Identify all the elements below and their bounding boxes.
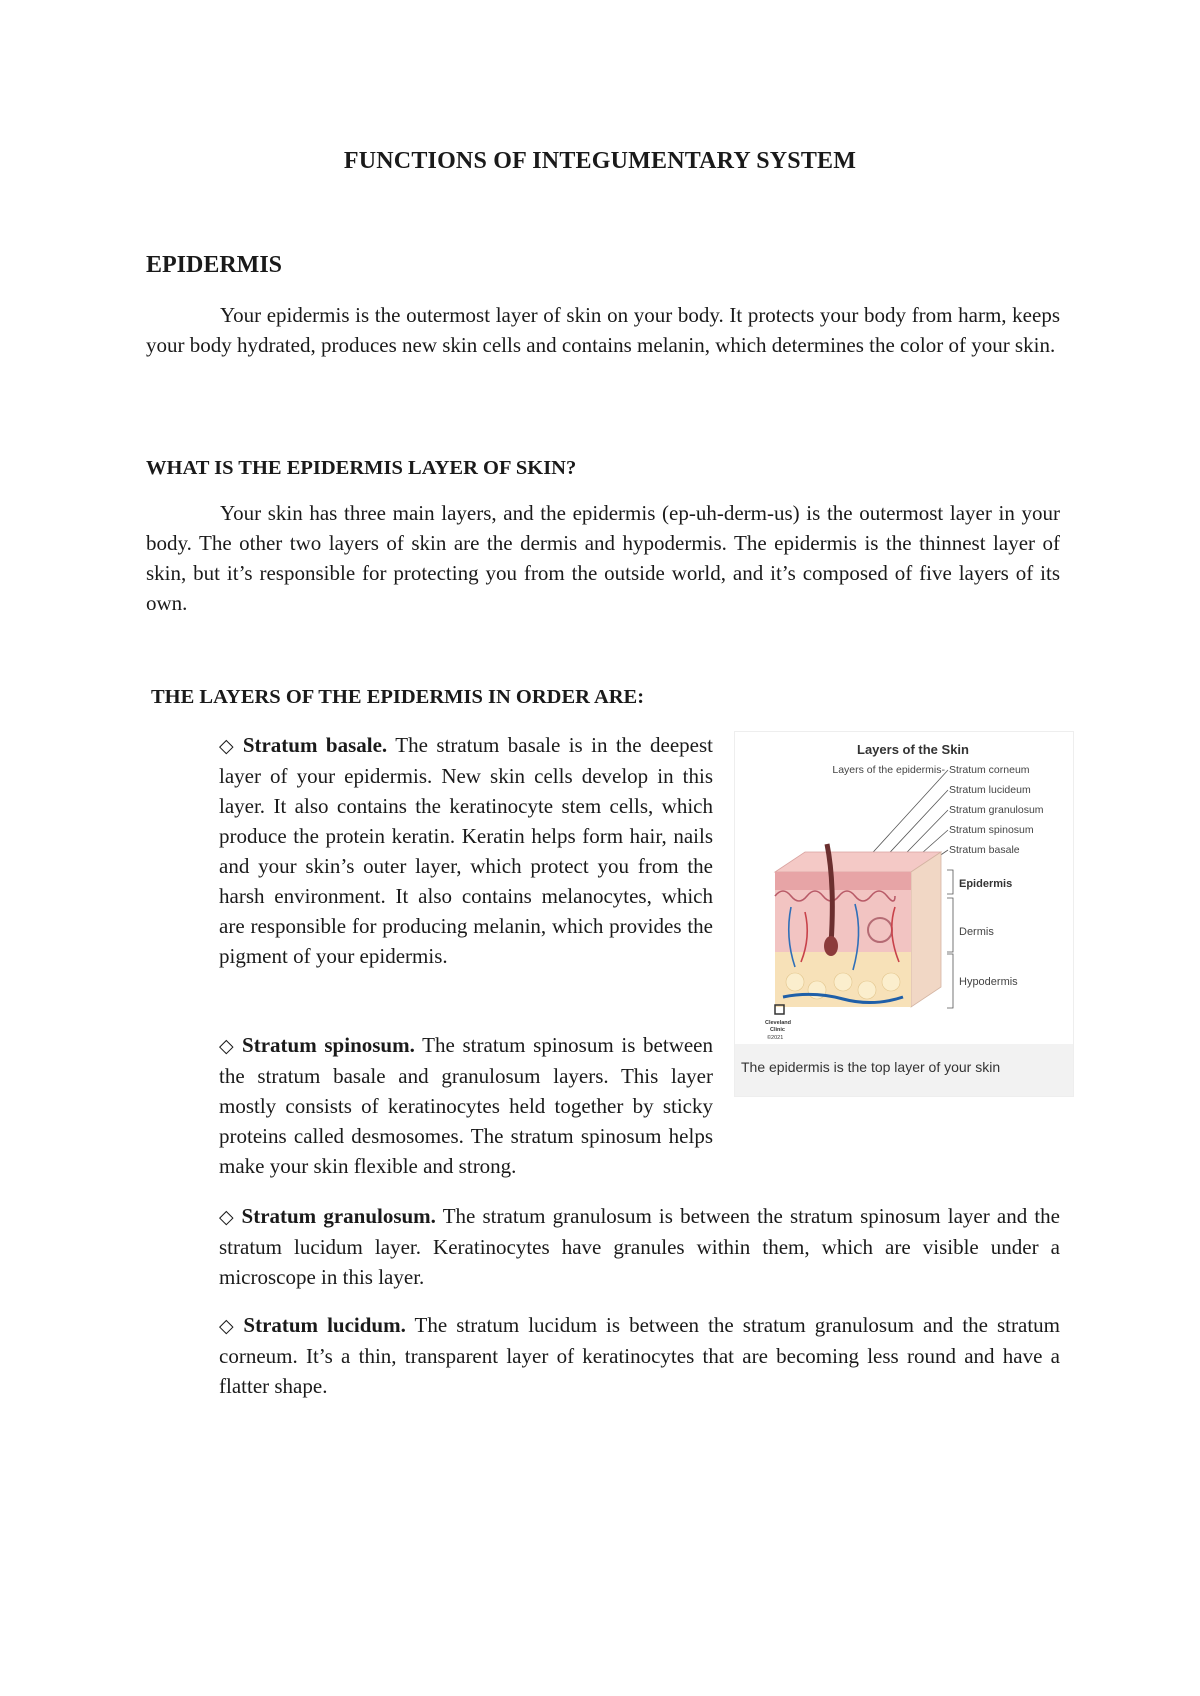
diamond-bullet-icon: ◇ (219, 1315, 238, 1337)
skin-layers-figure (734, 731, 1074, 1097)
bullet-term: Stratum lucidum. (243, 1313, 406, 1337)
bullet-text: The stratum basale is in the deepest layer of your epidermis. New skin cells develop in this layer. It also contains the keratinocyte stem cells, which produce the protein keratin. Keratin helps form hair, nails and your skin’s outer layer, which protect you from the harsh environment. It also contains melanocytes, which are responsible for producing melanin, which provides the pigment of your epidermis. (219, 733, 714, 968)
layers-heading: THE LAYERS OF THE EPIDERMIS IN ORDER ARE: (151, 686, 645, 708)
label-stratum-spinosum: Stratum spinosum (949, 824, 1034, 836)
label-stratum-granulosum: Stratum granulosum (949, 804, 1044, 816)
bullet-stratum-lucidum (219, 1310, 1060, 1401)
figure-caption: The epidermis is the top layer of your skin (741, 1059, 1001, 1075)
bullet-text: The stratum lucidum is between the stratum granulosum and the stratum corneum. It’s a thin, transparent layer of keratinocytes that are becoming less round and have a flatter shape. (219, 1313, 1060, 1398)
bullet-stratum-spinosum (219, 1030, 713, 1181)
hair-follicle (824, 936, 838, 956)
diamond-bullet-icon: ◇ (219, 735, 237, 757)
diamond-bullet-icon: ◇ (219, 1035, 237, 1057)
bullet-term: Stratum granulosum. (241, 1204, 436, 1228)
logo-text-line2: Clinic (770, 1027, 785, 1033)
what-is-heading: WHAT IS THE EPIDERMIS LAYER OF SKIN? (146, 457, 577, 479)
region-brackets (947, 870, 953, 1008)
label-stratum-lucideum: Stratum lucideum (949, 784, 1031, 796)
diamond-bullet-icon: ◇ (219, 1206, 236, 1228)
bullet-text: The stratum spinosum is between the stratum basale and granulosum layers. This layer mostly consists of keratinocytes held together by sticky proteins called desmosomes. The stratum spinosum helps make your skin flexible and strong. (219, 1033, 714, 1178)
region-dermis: Dermis (959, 926, 994, 938)
label-stratum-corneum: Stratum corneum (949, 764, 1030, 776)
figure-title: Layers of the Skin (857, 742, 969, 757)
label-stratum-basale: Stratum basale (949, 844, 1020, 856)
bullet-term: Stratum basale. (242, 733, 388, 757)
document-title: FUNCTIONS OF INTEGUMENTARY SYSTEM (343, 148, 857, 174)
what-is-paragraph: Your skin has three main layers, and the epidermis (ep-uh-derm-us) is the outermost layer in your body. The other two layers of skin are the dermis and hypodermis. The epidermis is the thinnest layer of skin, but it’s responsible for protecting you from the outside world, and it’s composed of five layers of its own. (146, 501, 1060, 615)
logo-copyright: ©2021 (767, 1035, 784, 1041)
figure-caption-box (735, 1044, 1073, 1096)
bullet-stratum-basale (219, 730, 713, 971)
epidermis-paragraph: Your epidermis is the outermost layer of skin on your body. It protects your body from harm, keeps your body hydrated, produces new skin cells and contains melanin, which determines the color of your skin. (146, 303, 1060, 357)
bullet-stratum-granulosum (219, 1201, 1060, 1292)
epidermis-layers-label: Layers of the epidermis- (832, 764, 945, 776)
skin-side-face (911, 852, 941, 1007)
region-hypodermis: Hypodermis (959, 976, 1018, 988)
epidermis-band (775, 872, 911, 890)
region-epidermis: Epidermis (959, 878, 1013, 890)
logo-text-line1: Cleveland (765, 1020, 791, 1026)
bullet-text: The stratum granulosum is between the stratum spinosum layer and the stratum lucidum layer. Keratinocytes have granules within them, which are visible under a microscope in this layer. (219, 1204, 1060, 1289)
skin-diagram (735, 732, 1075, 1046)
epidermis-heading: EPIDERMIS (146, 252, 283, 278)
bullet-term: Stratum spinosum. (242, 1033, 415, 1057)
